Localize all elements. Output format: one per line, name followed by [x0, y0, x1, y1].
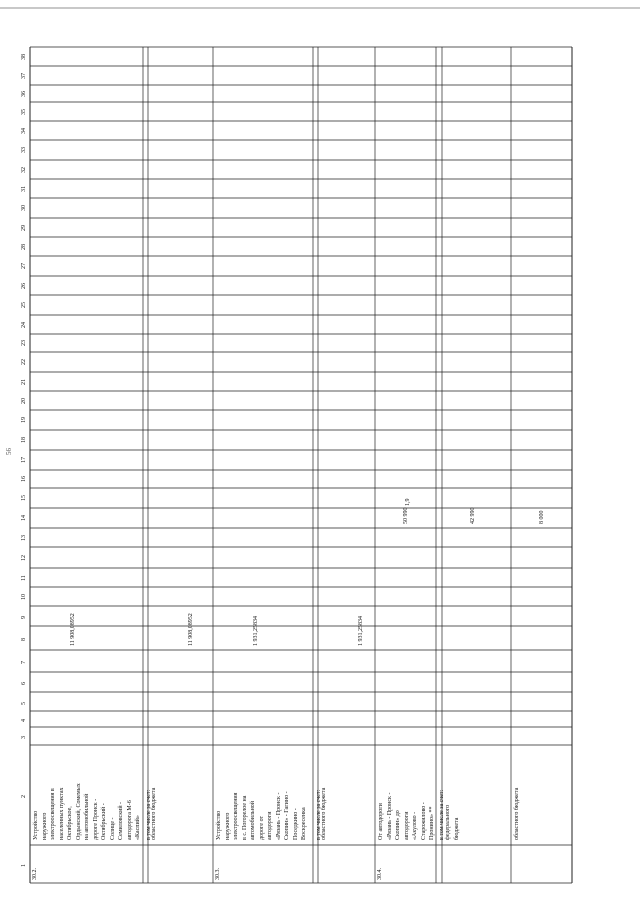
cell-col-9-value: 11 908,08952 — [70, 613, 76, 646]
column-number-header: 20 — [21, 397, 27, 404]
column-number-header: 3 — [21, 736, 27, 739]
column-number-header: 10 — [21, 593, 27, 600]
cell-col-15-value: 50 990 — [403, 507, 409, 524]
row-name: в том числе за счет: — [439, 789, 445, 840]
cell-col-16-value: 1,9 — [405, 498, 411, 506]
row-name: От автодороги «Рязань - Пронск - Скопин» до автодороги «Акулово - Старожилово - Пронино» ** — [378, 792, 435, 840]
column-number-header: 29 — [21, 224, 27, 231]
column-number-header: 19 — [21, 417, 27, 423]
column-number-header: 22 — [21, 359, 27, 365]
cell-col-9-value: 1 931,25834 — [358, 616, 364, 646]
column-number-header: 2 — [21, 795, 27, 798]
column-number-header: 16 — [21, 476, 27, 482]
column-number-header: 14 — [21, 515, 27, 521]
row-number: 30.2. — [32, 868, 38, 880]
row-name: Устройство наружного электроосвещения в населенных пунктах Октябрьское, Ордынский, Сомемых на автомобильной дороге Пронск - Октябрьский - Солнце - Семиловский - автодорога М-6 «Каспий» — [33, 783, 141, 840]
page-number: 56 — [5, 448, 13, 455]
column-number-header: 37 — [21, 72, 27, 79]
cell-col-9-value: 11 908,08952 — [188, 613, 194, 646]
column-number-header: 28 — [21, 243, 27, 250]
column-number-header: 4 — [21, 719, 27, 722]
column-number-header: 1 — [21, 864, 27, 867]
column-number-header: 33 — [21, 147, 27, 153]
row-name: областного бюджета — [321, 787, 327, 840]
row-name: областного бюджета — [514, 787, 520, 840]
column-number-header: 18 — [21, 437, 27, 443]
column-number-header: 5 — [21, 701, 27, 705]
column-number-header: 25 — [21, 302, 27, 308]
column-number-header: 21 — [21, 378, 27, 385]
row-name: федерального бюджета — [445, 804, 460, 840]
column-number-header: 15 — [21, 495, 27, 501]
column-number-header: 24 — [21, 321, 27, 328]
row-name: в том числе за счет: — [316, 789, 322, 840]
column-number-header: 12 — [21, 554, 27, 561]
column-number-header: 6 — [21, 682, 27, 685]
cell-col-15-value: 8 000 — [539, 510, 545, 524]
row-name: Устройство наружного электроосвещения в с. Погорелое на автомобильной дороге от автодороги «Рязань - Пронск - Скопин» - Гагино - Поседкино - Воскресенка — [216, 791, 307, 840]
column-number-header: 36 — [21, 90, 27, 97]
row-number: 30.3. — [215, 868, 221, 880]
column-number-header: 13 — [21, 534, 27, 541]
column-number-header: 32 — [21, 166, 27, 173]
row-number: 30.4. — [377, 868, 383, 880]
column-number-header: 17 — [21, 457, 27, 463]
row-name: в том числе за счет: — [146, 789, 152, 840]
column-number-header: 38 — [21, 53, 27, 60]
column-number-header: 30 — [21, 205, 27, 211]
column-number-header: 9 — [21, 616, 27, 619]
row-name: областного бюджета — [151, 787, 157, 840]
column-number-header: 31 — [21, 185, 27, 192]
column-number-header: 35 — [21, 108, 27, 115]
column-number-header: 34 — [21, 127, 27, 134]
column-number-header: 8 — [21, 638, 27, 641]
column-number-header: 27 — [21, 263, 27, 269]
column-number-header: 26 — [21, 282, 27, 289]
column-number-header: 7 — [21, 661, 27, 664]
cell-col-15-value: 42 990 — [470, 507, 476, 524]
column-number-header: 23 — [21, 340, 27, 346]
cell-col-9-value: 1 931,25834 — [253, 616, 259, 646]
column-number-header: 11 — [21, 574, 27, 581]
